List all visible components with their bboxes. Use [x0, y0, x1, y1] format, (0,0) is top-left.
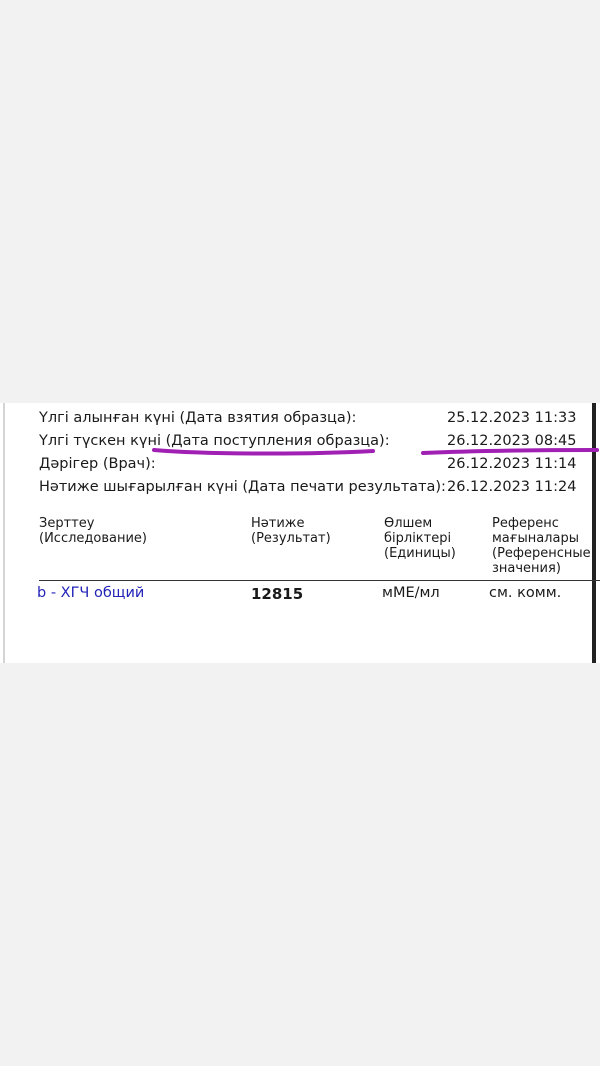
- doctor-label: Дәрігер (Врач):: [39, 456, 156, 472]
- header-reference-line: Референс: [492, 516, 559, 531]
- table-header-rule: [39, 580, 600, 581]
- test-result: 12815: [251, 585, 304, 603]
- test-units: мМЕ/мл: [382, 585, 440, 601]
- header-units-line: (Единицы): [384, 546, 456, 561]
- result-printed-value: 26.12.2023 11:24: [447, 479, 577, 495]
- header-test-line: (Исследование): [39, 531, 147, 546]
- sample-taken-label: Үлгі алынған күні (Дата взятия образца):: [39, 410, 357, 426]
- document-left-edge: [3, 403, 5, 663]
- header-result: [251, 516, 331, 546]
- test-reference: см. комм.: [489, 585, 562, 601]
- header-result-line: Нәтиже: [251, 516, 305, 531]
- sample-received-value: 26.12.2023 08:45: [447, 433, 577, 449]
- sample-received-label: Үлгі түскен күні (Дата поступления образца):: [39, 433, 390, 449]
- sample-taken-value: 25.12.2023 11:33: [447, 410, 577, 426]
- header-result-line: (Результат): [251, 531, 331, 546]
- highlight-underline-received-label: [154, 450, 373, 454]
- header-units: [384, 516, 456, 561]
- highlight-underline-received-value: [423, 450, 597, 453]
- doctor-value: 26.12.2023 11:14: [447, 456, 577, 472]
- document-right-edge: [592, 403, 596, 663]
- header-reference: [492, 516, 591, 576]
- header-test-line: Зерттеу: [39, 516, 95, 531]
- header-units-line: Өлшем: [384, 516, 433, 531]
- result-printed-label: Нәтиже шығарылған күні (Дата печати результата):: [39, 479, 446, 495]
- test-name[interactable]: b - ХГЧ общий: [37, 585, 145, 601]
- header-test: [39, 516, 147, 546]
- header-reference-line: (Референсные: [492, 546, 591, 561]
- lab-report: [0, 403, 600, 663]
- header-units-line: бірліктері: [384, 531, 452, 546]
- header-reference-line: значения): [492, 561, 561, 576]
- header-reference-line: мағыналары: [492, 531, 579, 546]
